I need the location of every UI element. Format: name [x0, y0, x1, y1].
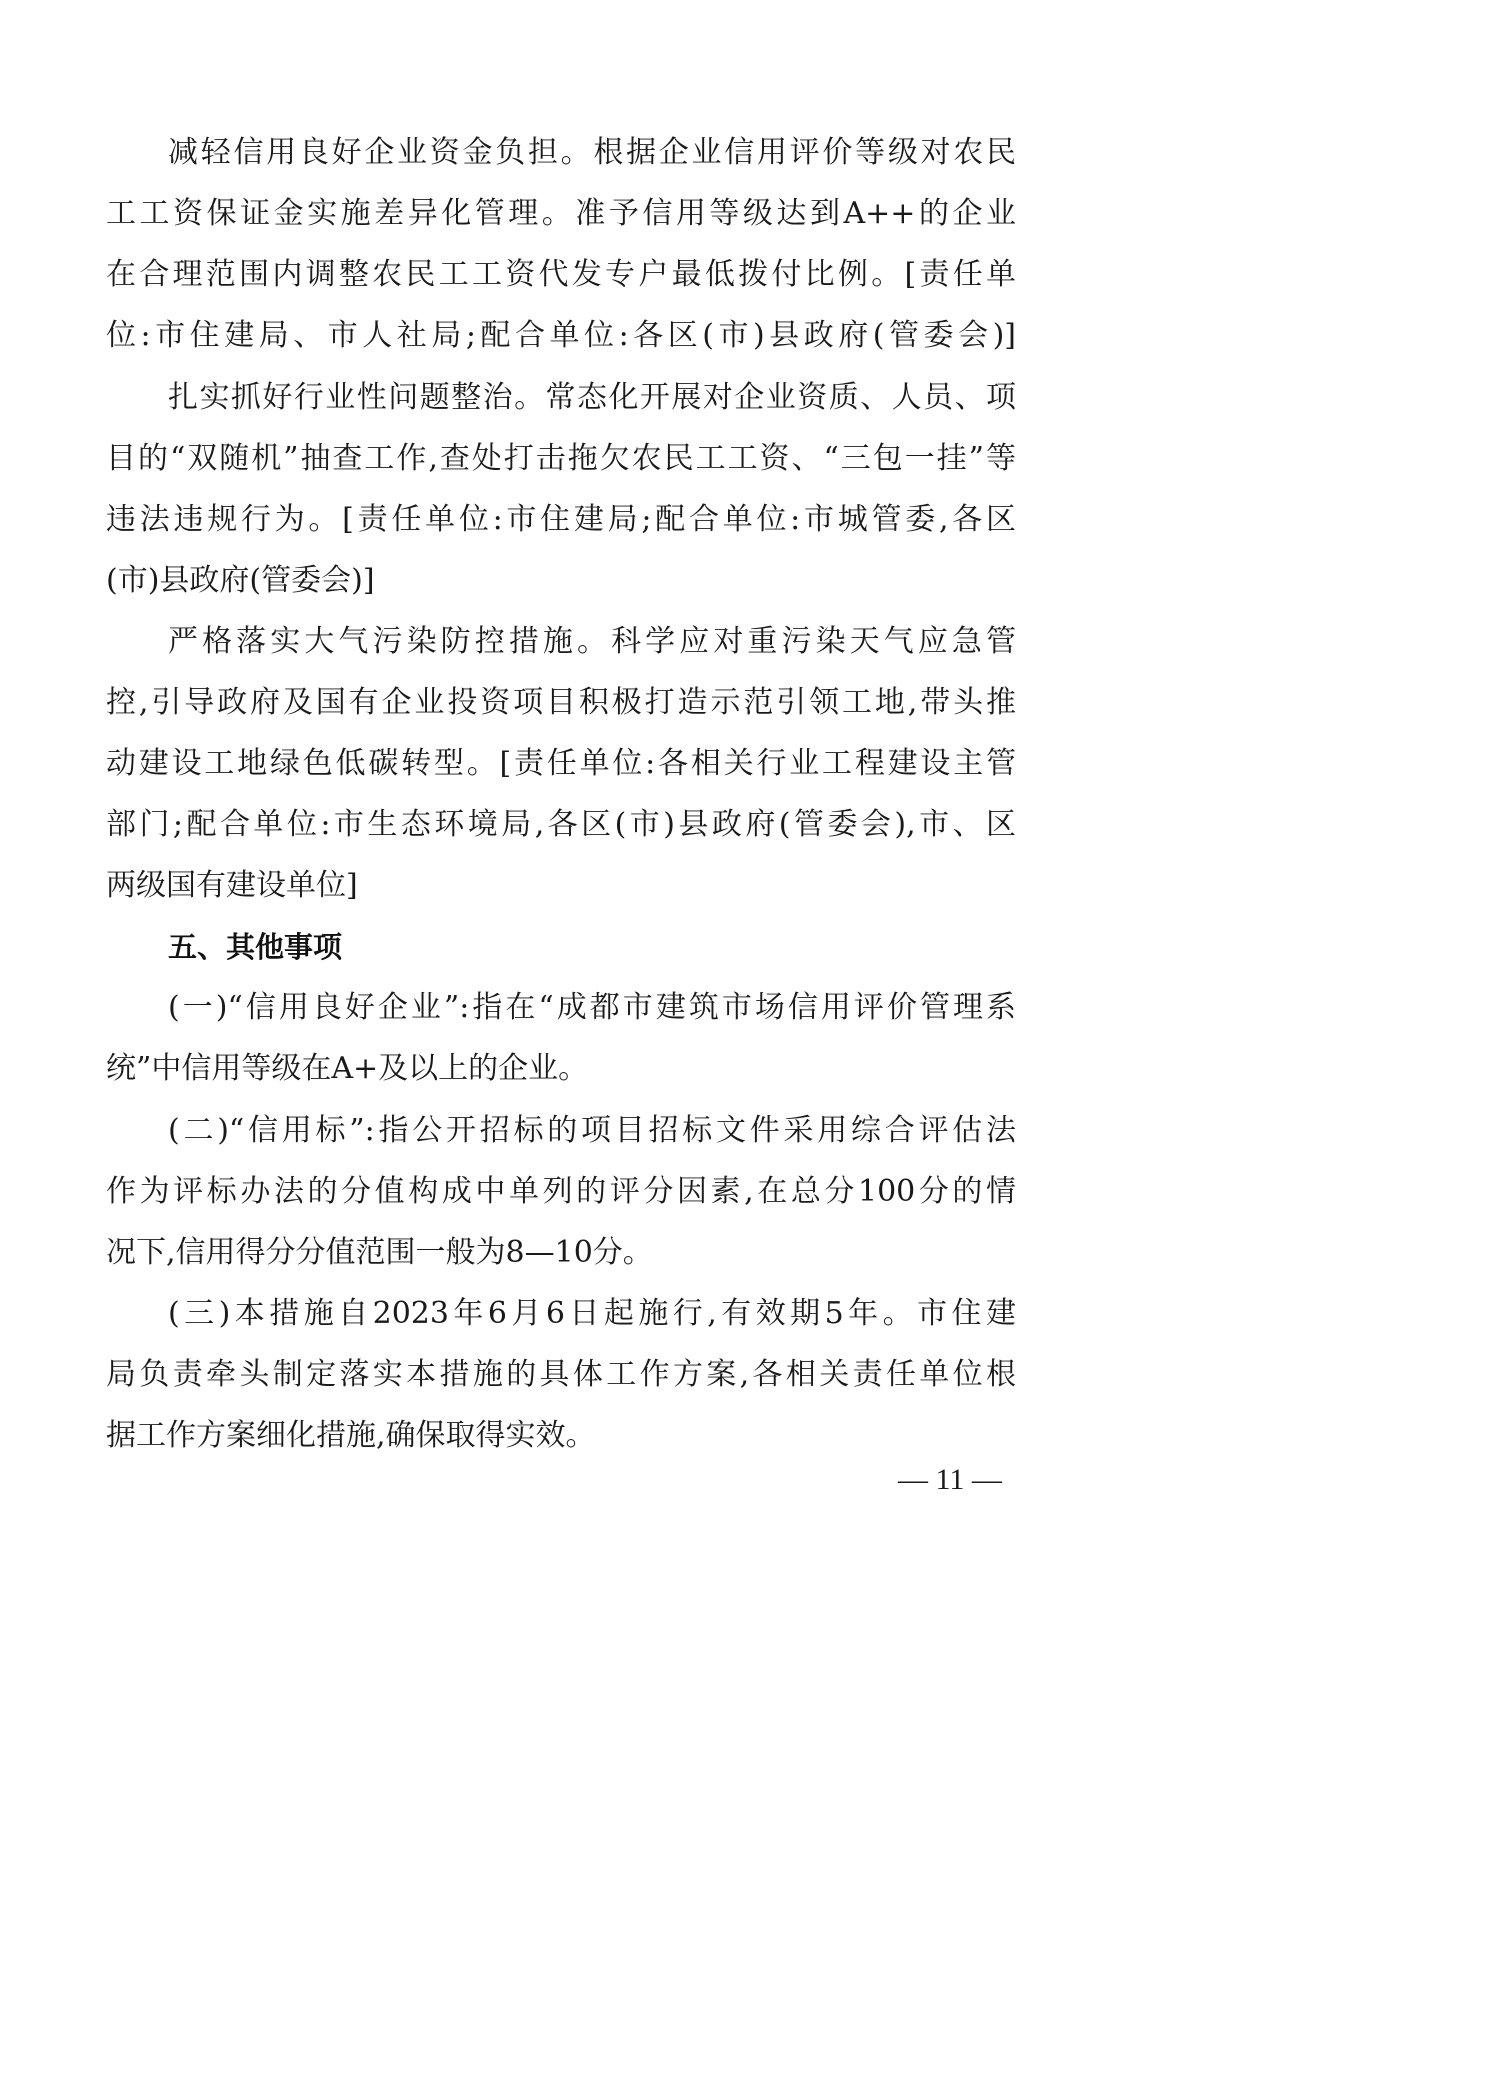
- item-line: 作为评标办法的分值构成中单列的评分因素,在总分100分的情: [106, 1174, 1016, 1209]
- paragraph-line: 目的“双随机”抽查工作,查处打击拖欠农民工工资、“三包一挂”等: [106, 441, 1016, 476]
- item-line: (一)“信用良好企业”:指在“成都市建筑市场信用评价管理系: [168, 990, 1016, 1025]
- item-line: (二)“信用标”:指公开招标的项目招标文件采用综合评估法: [168, 1113, 1016, 1148]
- paragraph-line: 控,引导政府及国有企业投资项目积极打造示范引领工地,带头推: [106, 685, 1016, 720]
- paragraph-line: 减轻信用良好企业资金负担。根据企业信用评价等级对农民: [168, 135, 1016, 170]
- item-line: 况下,信用得分分值范围一般为8—10分。: [106, 1235, 653, 1270]
- paragraph-line: 在合理范围内调整农民工工资代发专户最低拨付比例。[责任单: [106, 257, 1016, 292]
- paragraph-line: 部门;配合单位:市生态环境局,各区(市)县政府(管委会),市、区: [106, 807, 1016, 842]
- section-heading: 五、其他事项: [168, 930, 343, 964]
- paragraph-line: 严格落实大气污染防控措施。科学应对重污染天气应急管: [168, 624, 1016, 659]
- paragraph-line: (市)县政府(管委会)]: [106, 563, 375, 598]
- paragraph-line: 动建设工地绿色低碳转型。[责任单位:各相关行业工程建设主管: [106, 746, 1016, 781]
- item-line: (三)本措施自2023年6月6日起施行,有效期5年。市住建: [168, 1296, 1016, 1331]
- paragraph-line: 位:市住建局、市人社局;配合单位:各区(市)县政府(管委会)]: [106, 318, 1016, 353]
- paragraph-line: 扎实抓好行业性问题整治。常态化开展对企业资质、人员、项: [168, 380, 1016, 415]
- paragraph-line: 两级国有建设单位]: [106, 868, 358, 903]
- item-line: 据工作方案细化措施,确保取得实效。: [106, 1418, 596, 1453]
- page-number: — 11 —: [898, 1463, 1002, 1496]
- item-line: 局负责牵头制定落实本措施的具体工作方案,各相关责任单位根: [106, 1357, 1016, 1392]
- paragraph-line: 违法违规行为。[责任单位:市住建局;配合单位:市城管委,各区: [106, 502, 1016, 537]
- item-line: 统”中信用等级在A+及以上的企业。: [106, 1051, 589, 1086]
- paragraph-line: 工工资保证金实施差异化管理。准予信用等级达到A++的企业: [106, 196, 1016, 231]
